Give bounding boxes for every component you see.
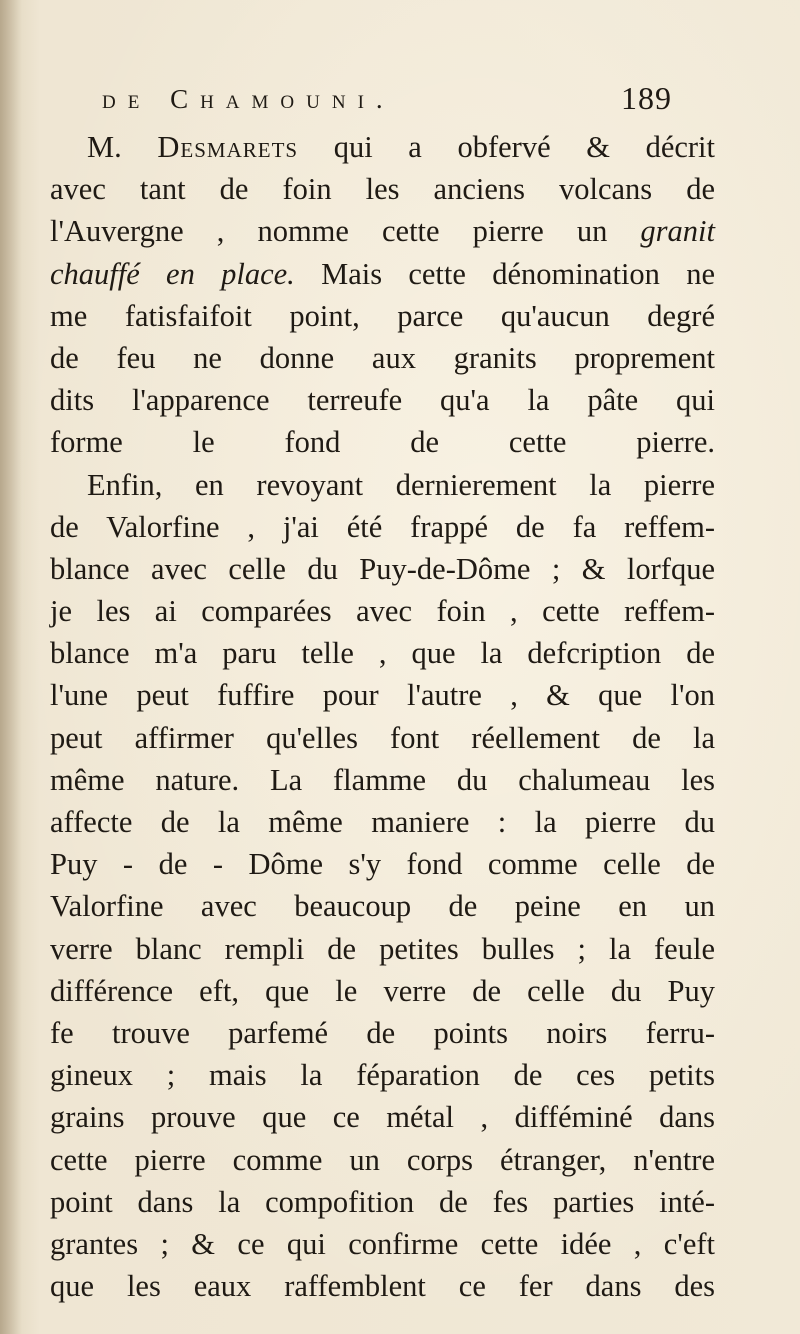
text-line [50, 843, 715, 885]
text-line [50, 1265, 715, 1307]
italic-term: chauffé en place. [50, 256, 295, 291]
text-line [50, 210, 715, 252]
text-run: dits l'apparence terreufe qu'a la pâte qui [50, 383, 715, 418]
text-line [50, 337, 715, 379]
text-run: verre blanc rempli de petites bulles ; la feule [50, 931, 715, 966]
text-line [50, 1181, 715, 1223]
text-run: différence eft, que le verre de celle du Puy [50, 973, 715, 1008]
text-run: Enfin, en revoyant dernierement la pierre [87, 467, 715, 502]
text-run: point dans la compofition de fes parties inté- [50, 1184, 715, 1219]
text-run: que les eaux raffemblent ce fer dans des [50, 1269, 715, 1304]
text-line [50, 1054, 715, 1096]
text-line [50, 970, 715, 1012]
text-run: Mais cette dénomination ne [294, 256, 715, 291]
text-line [50, 421, 715, 463]
text-line [50, 295, 715, 337]
text-run: forme le fond de cette pierre. [50, 425, 715, 460]
text-run: même nature. La flamme du chalumeau les [50, 762, 715, 797]
text-run: blance m'a paru telle , que la defcription de [50, 636, 715, 671]
text-line [50, 1012, 715, 1054]
text-line [50, 379, 715, 421]
text-line [50, 885, 715, 927]
text-line [50, 126, 715, 168]
text-line [50, 1139, 715, 1181]
text-run: peut affirmer qu'elles font réellement de la [50, 720, 715, 755]
author-name: Desmarets [157, 130, 299, 164]
text-run: fe trouve parfemé de points noirs ferru- [50, 1015, 715, 1050]
text-run: grains prouve que ce métal , difféminé dans [50, 1100, 715, 1135]
text-run: je les ai comparées avec foin , cette reffem- [50, 594, 715, 629]
text-run: Valorfine avec beaucoup de peine en un [50, 889, 715, 924]
text-line [50, 632, 715, 674]
gutter-shadow [0, 0, 22, 1334]
text-run: blance avec celle du Puy-de-Dôme ; & lorfque [50, 551, 715, 586]
text-run: affecte de la même maniere : la pierre du [50, 805, 715, 839]
text-line [50, 168, 715, 210]
text-run: cette pierre comme un corps étranger, n'entre [50, 1142, 715, 1177]
text-run: me fatisfaifoit point, parce qu'aucun degré [50, 298, 715, 333]
text-run: qui a obfervé & décrit [298, 130, 715, 164]
text-line [50, 253, 715, 295]
text-line [50, 548, 715, 590]
text-line [50, 1096, 715, 1138]
text-line [50, 506, 715, 548]
text-run: de feu ne donne aux granits proprement [50, 340, 715, 375]
text-line [50, 759, 715, 801]
text-line [50, 590, 715, 632]
text-run: grantes ; & ce qui confirme cette idée , c'eft [50, 1226, 715, 1261]
text-run: Puy - de - Dôme s'y fond comme celle de [50, 847, 715, 882]
text-line [50, 717, 715, 759]
text-line [50, 1223, 715, 1265]
text-line [50, 674, 715, 716]
text-line [50, 464, 715, 506]
italic-term: granit [640, 214, 715, 249]
text-run: de Valorfine , j'ai été frappé de fa reffem- [50, 509, 715, 544]
text-run: l'une peut fuffire pour l'autre , & que l'on [50, 678, 715, 713]
page-number: 189 [621, 80, 672, 116]
text-run: l'Auvergne , nomme cette pierre un [50, 214, 641, 249]
text-run: M. [87, 130, 158, 164]
running-head [102, 78, 672, 124]
text-line [50, 928, 715, 970]
text-run: gineux ; mais la féparation de ces petits [50, 1058, 715, 1093]
running-head-title: de Chamouni. [102, 84, 395, 114]
body-text [50, 126, 715, 1307]
text-run: avec tant de foin les anciens volcans de [50, 172, 715, 207]
text-line [50, 801, 715, 843]
